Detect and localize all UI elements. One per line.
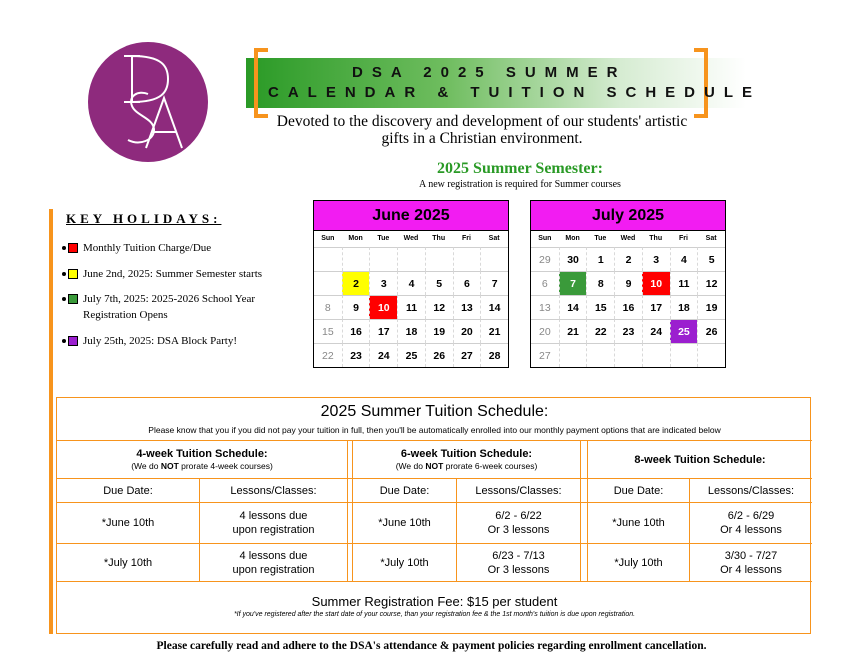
calendar-day: 9 [342,295,370,319]
calendar-day: 3 [642,247,670,271]
calendar-day: 13 [453,295,481,319]
lessons-line: Or 4 lessons [720,563,782,576]
lessons-cell [690,503,812,543]
calendar-empty-cell [697,343,725,367]
dsa-logo [88,42,208,162]
divider [580,441,581,581]
calendar-day: 20 [453,319,481,343]
key-holidays-title: KEY HOLIDAYS: [66,211,222,226]
calendar-day: 6 [531,271,559,295]
color-swatch-icon [68,336,78,346]
calendar-day: 7 [559,271,587,295]
weekday-label: Tue [594,235,607,242]
calendar-day: 14 [480,295,508,319]
color-swatch-icon [68,269,78,279]
registration-fee: Summer Registration Fee: $15 per student [311,594,558,609]
calendar-day: 23 [342,343,370,367]
tuition-schedule-box [56,397,811,634]
lessons-line: Or 3 lessons [487,524,550,536]
column-header: Lessons/Classes: [475,484,562,497]
lessons-line: upon registration [232,563,315,576]
calendar-empty-cell [425,247,453,271]
calendar-day: 12 [425,295,453,319]
calendar-day: 24 [369,343,397,367]
weekday-label: Tue [377,235,390,242]
due-date-cell: *July 10th [103,556,153,569]
calendar-day: 9 [614,271,642,295]
calendar-day: 15 [314,319,342,343]
calendar-day: 29 [531,247,559,271]
schedule-subtitle-bold: NOT [160,461,179,471]
calendar-day: 30 [559,247,587,271]
calendar-empty-cell [670,343,698,367]
tuition-title: 2025 Summer Tuition Schedule: [320,403,549,420]
schedule-title: 4-week Tuition Schedule: [136,448,268,460]
calendar-weekday-header [314,231,508,247]
calendar-empty-cell [614,343,642,367]
calendar-day: 11 [670,271,698,295]
key-holiday-text: June 2nd, 2025: Summer Semester starts [83,268,263,280]
calendar-day: 7 [480,271,508,295]
motto: Devoted to the discovery and development of our students' artistic gifts in a Christian environment. [276,113,688,147]
semester-title: 2025 Summer Semester: [437,160,603,177]
calendar-day: 19 [425,319,453,343]
column-header: Due Date: [613,484,664,497]
key-holiday-item [62,240,303,256]
calendar-day: 21 [480,319,508,343]
calendar-weekday-header [531,231,725,247]
lessons-cell [200,544,347,581]
schedule-title: 8-week Tuition Schedule: [634,453,766,466]
calendar-empty-cell [342,247,370,271]
banner-right-bracket [694,48,708,118]
key-holiday-text: July 7th, 2025: 2025-2026 School Year Registration Opens [83,293,256,321]
calendar-day: 13 [531,295,559,319]
calendar-month-title: June 2025 [314,201,508,231]
bullet-icon [62,297,66,301]
weekday-label: Sat [705,235,717,242]
schedule-4-week-header [57,441,347,478]
calendar-day: 8 [586,271,614,295]
calendar-day: 10 [369,295,397,319]
calendar-day: 23 [614,319,642,343]
calendar-empty-cell [642,343,670,367]
calendar-day: 20 [531,319,559,343]
semester-subtitle: A new registration is required for Summer courses [419,179,621,190]
weekday-label: Thu [649,235,663,242]
lessons-cell [200,503,347,543]
lessons-line: 3/30 - 7/27 [724,549,778,562]
calendar-day: 17 [642,295,670,319]
calendar-day: 17 [369,319,397,343]
bullet-icon [62,339,66,343]
lessons-cell [457,544,580,581]
calendar-empty-cell [453,247,481,271]
tuition-note: Please know that you if you did not pay your tuition in full, then you'll be automatically enrolled into our monthly payment options that are indicated below [148,425,721,435]
schedule-8-week-header [588,441,812,478]
color-swatch-icon [68,243,78,253]
calendar-day: 24 [642,319,670,343]
lessons-line: 6/2 - 6/29 [727,510,775,522]
calendar-day: 2 [342,271,370,295]
calendar-days-grid [314,247,508,367]
due-date-cell: *July 10th [614,556,663,569]
calendar-july [530,200,726,368]
calendar-days-grid [531,247,725,367]
calendar-day: 15 [586,295,614,319]
calendar-day: 1 [586,247,614,271]
calendar-day: 25 [670,319,698,343]
calendar-day: 2 [614,247,642,271]
calendar-day: 28 [480,343,508,367]
lessons-line: Or 4 lessons [720,524,782,536]
schedule-subtitle-bold: NOT [425,461,444,471]
divider [57,581,812,582]
bullet-icon [62,272,66,276]
schedule-subtitle [396,461,538,472]
calendar-june [313,200,509,368]
weekday-label: Thu [432,235,446,242]
calendar-day: 21 [559,319,587,343]
calendar-empty-cell [397,247,425,271]
lessons-line: Or 3 lessons [487,563,550,576]
calendar-day: 3 [369,271,397,295]
column-header: Lessons/Classes: [230,484,317,497]
calendar-empty-cell [314,247,342,271]
calendar-day: 27 [531,343,559,367]
calendar-day: 25 [397,343,425,367]
calendar-day: 5 [697,247,725,271]
calendar-day: 19 [697,295,725,319]
lessons-line: 4 lessons due [239,549,308,562]
schedule-subtitle-pre: (We do [395,461,426,471]
lessons-line: 6/2 - 6/22 [495,510,542,522]
calendar-day: 11 [397,295,425,319]
key-holiday-item [62,291,303,323]
calendar-month-title: July 2025 [531,201,725,231]
calendar-empty-cell [369,247,397,271]
calendar-empty-cell [314,271,342,295]
banner-title-line-1: DSA 2025 SUMMER [352,64,627,81]
calendar-day: 10 [642,271,670,295]
calendar-empty-cell [586,343,614,367]
calendar-day: 27 [453,343,481,367]
calendar-day: 22 [586,319,614,343]
calendar-day: 12 [697,271,725,295]
lessons-cell [457,503,580,543]
weekday-label: Mon [565,235,580,242]
weekday-label: Fri [678,235,688,242]
due-date-cell: *July 10th [380,556,429,569]
schedule-subtitle-post: prorate 4-week courses) [178,461,273,471]
footer-policy-note: Please carefully read and adhere to the DSA's attendance & payment policies regarding enrollment cancellation. [156,640,707,652]
column-header: Due Date: [103,484,153,497]
schedule-subtitle-post: prorate 6-week courses) [443,461,538,471]
due-date-cell: *June 10th [378,517,431,529]
schedule-title: 6-week Tuition Schedule: [400,448,533,460]
lessons-line: 6/23 - 7/13 [492,549,545,562]
key-holidays-accent-bar [49,209,53,634]
banner-left-bracket [254,48,268,118]
key-holiday-item [62,266,303,282]
calendar-day: 22 [314,343,342,367]
calendar-day: 16 [614,295,642,319]
lessons-line: upon registration [232,524,315,536]
calendar-day: 26 [697,319,725,343]
lessons-cell [690,544,812,581]
due-date-cell: *June 10th [101,517,155,529]
divider [347,441,348,581]
lessons-line: 4 lessons due [239,510,308,522]
calendar-day: 6 [453,271,481,295]
calendar-day: 18 [397,319,425,343]
due-date-cell: *June 10th [612,517,665,529]
weekday-label: Sat [488,235,500,242]
weekday-label: Sun [538,235,552,242]
schedule-subtitle-pre: (We do [131,461,161,471]
bullet-icon [62,246,66,250]
calendar-empty-cell [559,343,587,367]
banner-title-line-2: CALENDAR & TUITION SCHEDULE [268,84,761,101]
calendar-day: 4 [670,247,698,271]
weekday-label: Sun [321,235,335,242]
schedule-subtitle [131,461,273,472]
weekday-label: Mon [348,235,363,242]
dsa-logo-mark [88,42,208,162]
calendar-day: 14 [559,295,587,319]
calendar-day: 18 [670,295,698,319]
key-holiday-text: July 25th, 2025: DSA Block Party! [83,335,238,347]
weekday-label: Wed [620,235,636,242]
key-holiday-item [62,333,303,349]
weekday-label: Fri [461,235,471,242]
calendar-empty-cell [480,247,508,271]
weekday-label: Wed [403,235,419,242]
calendar-day: 26 [425,343,453,367]
calendar-day: 8 [314,295,342,319]
calendar-day: 16 [342,319,370,343]
column-header: Due Date: [379,484,430,497]
calendar-day: 4 [397,271,425,295]
column-header: Lessons/Classes: [707,484,795,497]
registration-fee-note: *If you've registered after the start date of your course, than your registration fee & the 1st month's tuition is due upon registration. [233,611,636,618]
color-swatch-icon [68,294,78,304]
calendar-day: 5 [425,271,453,295]
schedule-6-week-header [353,441,580,478]
key-holiday-text: Monthly Tuition Charge/Due [83,242,212,254]
